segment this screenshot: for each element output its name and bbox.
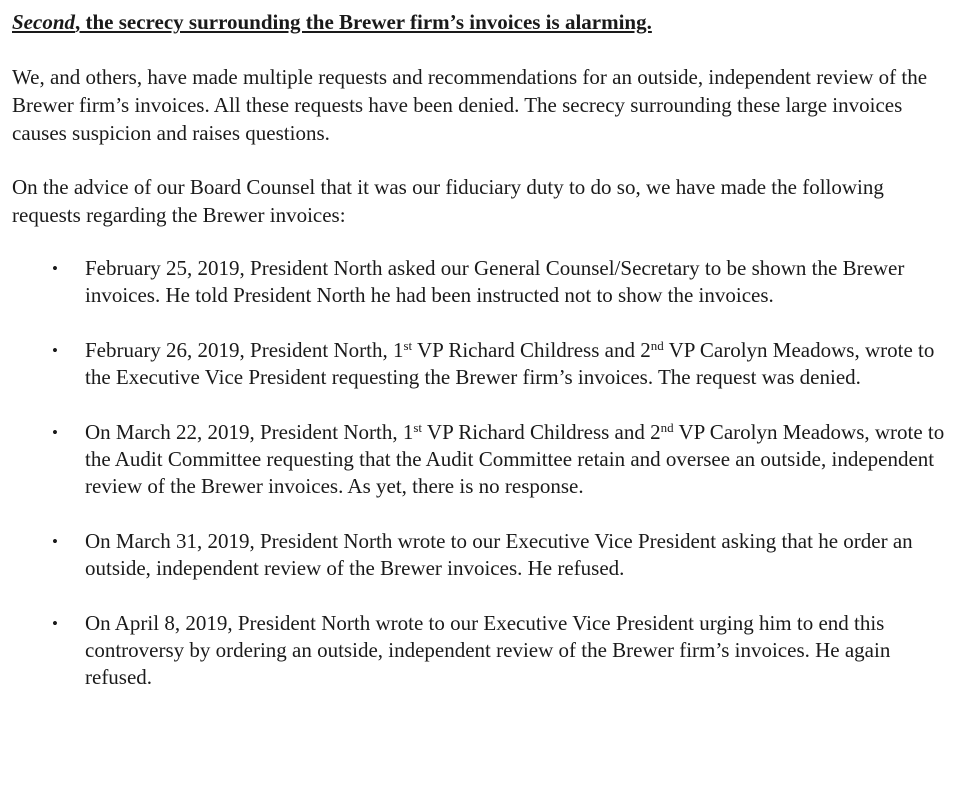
bullet-icon: • xyxy=(52,259,58,278)
ordinal-st: st xyxy=(413,420,423,435)
list-item-text-c: VP Carolyn Meadows, wrote to the Executive Vice President requesting the Brewer firm’s invoices. The request was denied. xyxy=(85,338,935,389)
list-item-text-b: VP Richard Childress and 2 xyxy=(412,338,651,362)
list-item-text-a: On March 22, 2019, President North, 1 xyxy=(85,420,414,444)
list-item-feb-26 xyxy=(12,337,955,391)
heading-rest: , the secrecy surrounding the Brewer firm’s invoices is alarming. xyxy=(75,10,652,34)
list-item-text: February 25, 2019, President North asked our General Counsel/Secretary to be shown the Brewer invoices. He told President North he had been instructed not to show the invoices. xyxy=(85,256,905,307)
heading-lead: Second xyxy=(12,10,75,34)
list-item-text-b: VP Richard Childress and 2 xyxy=(422,420,661,444)
document-page xyxy=(12,8,972,719)
list-item-mar-31 xyxy=(12,528,955,582)
list-item-text-a: February 26, 2019, President North, 1 xyxy=(85,338,404,362)
bullet-icon: • xyxy=(52,614,58,633)
bullet-icon: • xyxy=(52,532,58,551)
list-item-mar-22 xyxy=(12,419,955,500)
list-item-text: On March 31, 2019, President North wrote to our Executive Vice President asking that he order an outside, independent review of the Brewer invoices. He refused. xyxy=(85,529,913,580)
list-item-text-c: VP Carolyn Meadows, wrote to the Audit Committee requesting that the Audit Committee retain and oversee an outside, independent review of the Brewer invoices. As yet, there is no response. xyxy=(85,420,945,498)
paragraph-requests-denied: We, and others, have made multiple requests and recommendations for an outside, independent review of the Brewer firm’s invoices. All these requests have been denied. The secrecy surrounding these large invoices causes suspicion and raises questions. xyxy=(12,65,928,145)
list-item-text: On April 8, 2019, President North wrote to our Executive Vice President urging him to end this controversy by ordering an outside, independent review of the Brewer firm’s invoices. He again refused. xyxy=(85,611,891,689)
list-item-apr-8 xyxy=(12,610,955,691)
ordinal-nd: nd xyxy=(650,338,664,353)
bullet-icon: • xyxy=(52,341,58,360)
paragraph-board-counsel: On the advice of our Board Counsel that it was our fiduciary duty to do so, we have made the following requests regarding the Brewer invoices: xyxy=(12,175,884,227)
bullet-icon: • xyxy=(52,423,58,442)
ordinal-st: st xyxy=(403,338,413,353)
ordinal-nd: nd xyxy=(660,420,674,435)
list-item-feb-25 xyxy=(12,255,955,309)
requests-list xyxy=(12,255,972,691)
section-heading xyxy=(12,8,972,36)
